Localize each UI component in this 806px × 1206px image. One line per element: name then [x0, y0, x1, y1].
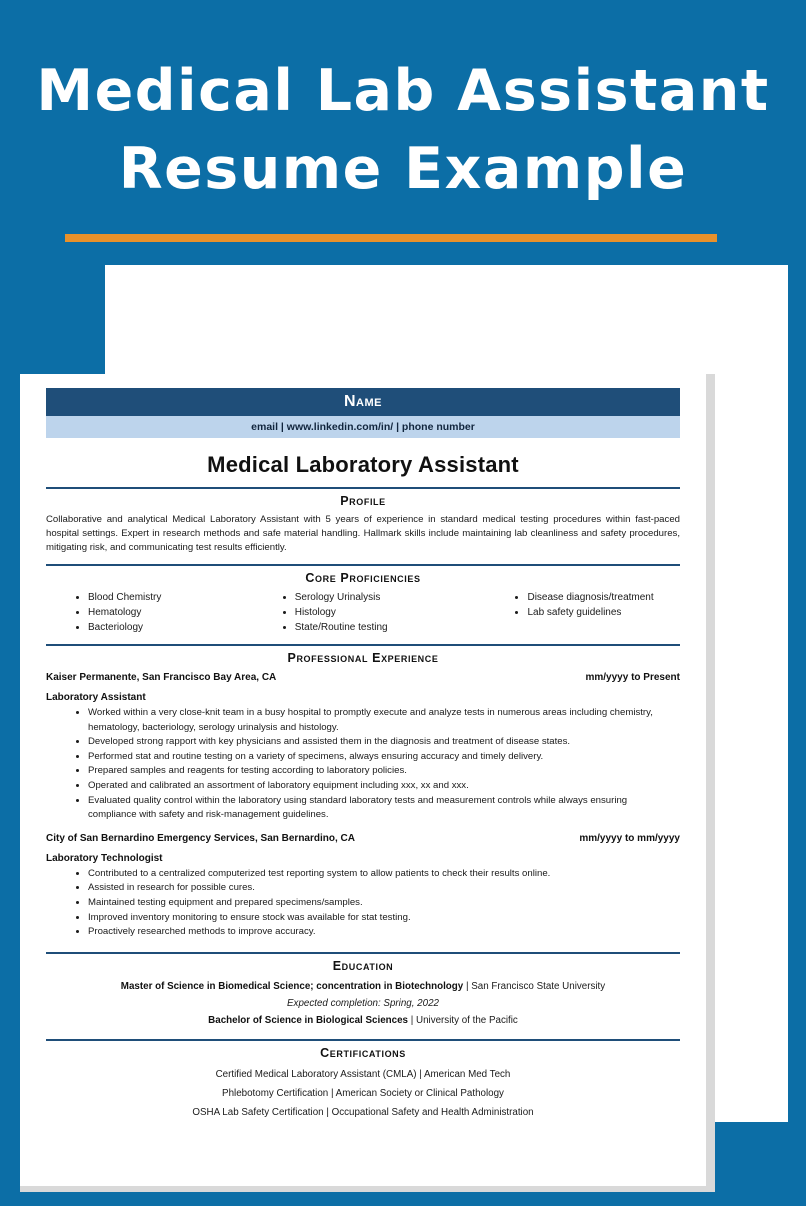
section-profile [46, 487, 680, 555]
list-item: • Histology [295, 605, 462, 620]
list-item: • Bacteriology [88, 620, 243, 635]
section-title-education: Education [332, 958, 394, 973]
proficiency-column-1 [46, 590, 243, 635]
list-item: • Performed stat and routine testing on a variety of specimens, always ensuring accuracy and timely delivery. [88, 750, 680, 765]
list-item: • Assisted in research for possible cures. [88, 881, 680, 896]
list-item: • Operated and calibrated an assortment of laboratory equipment including xxx, xx and xxx. [88, 779, 680, 794]
list-item: • State/Routine testing [295, 620, 462, 635]
list-item: • Lab safety guidelines [527, 605, 680, 620]
list-item: • Proactively researched methods to improve accuracy. [88, 925, 680, 940]
section-title-profile: Profile [340, 494, 386, 508]
education-degree: Master of Science in Biomedical Science; concentration in Biotechnology [120, 980, 464, 992]
proficiency-column-2 [265, 590, 462, 635]
profile-paragraph: Collaborative and analytical Medical Laboratory Assistant with 5 years of experience in standard medical testing procedures within fast-paced hospital settings. Expert in research methods and safe material handling. Hallmark skills include maintaining lab cleanliness and safety procedures, mitigating risk, and communicating test results efficiently. [46, 514, 680, 553]
job-dates: mm/yyyy to Present [585, 672, 680, 683]
experience-entry [46, 833, 680, 940]
job-role: Laboratory Assistant [46, 692, 146, 703]
job-header [46, 672, 680, 683]
section-title-core-proficiencies: Core Proficiencies [305, 571, 421, 585]
proficiency-columns [46, 590, 680, 635]
section-title-professional-experience: Professional Experience [287, 651, 439, 665]
section-title-certifications: Certifications [320, 1045, 406, 1060]
job-role: Laboratory Technologist [46, 852, 163, 864]
education-school: San Francisco State University [471, 980, 606, 992]
list-item: • Improved inventory monitoring to ensure stock was available for stat testing. [88, 911, 680, 926]
list-item: • Blood Chemistry [88, 590, 243, 605]
page-title-line-2: Resume Example [118, 136, 688, 202]
certification-item: Phlebotomy Certification | American Society or Clinical Pathology [222, 1087, 504, 1099]
job-header [46, 833, 680, 844]
accent-divider-bar [65, 234, 717, 242]
list-item: • Contributed to a centralized computerized test reporting system to allow patients to check their results online. [88, 867, 680, 882]
education-separator: | [463, 980, 472, 992]
certification-item: OSHA Lab Safety Certification | Occupational Safety and Health Administration [192, 1106, 534, 1118]
resume-document [20, 374, 706, 1186]
proficiency-column-3 [483, 590, 680, 635]
list-item: • Maintained testing equipment and prepared specimens/samples. [88, 896, 680, 911]
education-separator: | [408, 1014, 416, 1026]
certification-item: Certified Medical Laboratory Assistant (CMLA) | American Med Tech [215, 1068, 511, 1080]
section-education [46, 952, 680, 1029]
job-bullet-list [46, 867, 680, 940]
page-title-line-1: Medical Lab Assistant [36, 58, 770, 124]
list-item: • Serology Urinalysis [295, 590, 462, 605]
job-bullet-list [46, 706, 680, 823]
experience-entry [46, 672, 680, 823]
list-item: • Prepared samples and reagents for testing according to laboratory policies. [88, 764, 680, 779]
education-school: University of the Pacific [416, 1014, 518, 1026]
list-item: • Hematology [88, 605, 243, 620]
list-item: • Worked within a very close-knit team in a busy hospital to promptly execute and analyze tests in numerous areas including chemistry, hematology, bacteriology, serology urinalysis and histology. [88, 706, 680, 735]
list-item: • Evaluated quality control within the laboratory using standard laboratory tests and measurement controls while always ensuring compliance with safety and risk-management guidelines. [88, 794, 680, 823]
page-title [0, 52, 806, 208]
resume-name-bar: Name [46, 388, 680, 416]
resume-job-title: Medical Laboratory Assistant [207, 452, 519, 477]
section-certifications [46, 1039, 680, 1122]
education-note: Expected completion: Spring, 2022 [287, 997, 439, 1009]
job-employer: Kaiser Permanente, San Francisco Bay Area, CA [46, 672, 277, 683]
section-professional-experience [46, 644, 680, 940]
job-employer: City of San Bernardino Emergency Services, San Bernardino, CA [46, 832, 355, 844]
education-entry [46, 978, 680, 995]
list-item: • Developed strong rapport with key physicians and assisted them in the diagnosis and treatment of disease states. [88, 735, 680, 750]
job-dates: mm/yyyy to mm/yyyy [579, 832, 680, 844]
education-entry [46, 1012, 680, 1029]
education-degree: Bachelor of Science in Biological Sciences [208, 1014, 408, 1026]
list-item: • Disease diagnosis/treatment [527, 590, 680, 605]
hero-banner [0, 0, 806, 262]
section-core-proficiencies [46, 564, 680, 635]
resume-contact-bar: email | www.linkedin.com/in/ | phone number [46, 416, 680, 438]
